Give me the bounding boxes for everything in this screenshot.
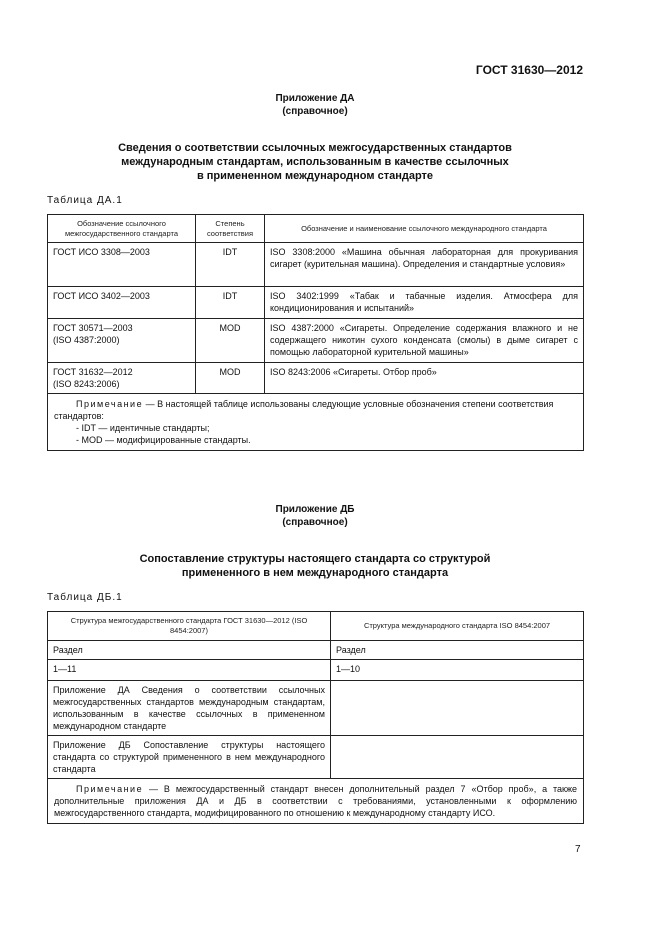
annex-db-title: Приложение ДБ xyxy=(275,504,355,515)
annex-da-title-block xyxy=(47,92,583,118)
table-row xyxy=(48,660,584,681)
table-da1-label: Таблица ДА.1 xyxy=(47,195,123,206)
annex-db-subtitle: (справочное) xyxy=(282,517,348,528)
note-item: - IDT — идентичные стандарты; xyxy=(76,423,210,433)
column-header: Обозначение ссылочного межгосударственного стандарта xyxy=(48,215,196,243)
designation-line: ГОСТ 30571—2003 xyxy=(53,323,133,333)
table-row xyxy=(48,319,584,363)
designation-cell xyxy=(48,287,196,319)
table-header-row xyxy=(48,215,584,243)
designation-line: (ISO 8243:2006) xyxy=(53,379,120,389)
note-text: — В межгосударственный стандарт внесен дополнительный раздел 7 «Отбор проб», а также дополнительные приложения ДА и ДБ в соответствии с требованиями, установленными к оформлению межгосударственного стандарта, модифицированного по отношению к международному стандарту ИСО. xyxy=(54,784,577,818)
table-row xyxy=(48,736,584,779)
designation-cell xyxy=(48,319,196,363)
degree-cell: IDT xyxy=(196,243,265,287)
table-row xyxy=(48,243,584,287)
intl-standard-cell: ISO 8243:2006 «Сигареты. Отбор проб» xyxy=(265,363,584,394)
column-header: Степень соответствия xyxy=(196,215,265,243)
degree-cell: IDT xyxy=(196,287,265,319)
intl-standard-cell: ISO 4387:2000 «Сигареты. Определение содержания влажного и не содержащего никотин сухого конденсата (смолы) в дыме сигарет с помощью лабораторной курительной машины» xyxy=(265,319,584,363)
designation-line: (ISO 4387:2000) xyxy=(53,335,120,345)
designation-line: ГОСТ 31632—2012 xyxy=(53,367,133,377)
annex-db-title-block xyxy=(47,503,583,529)
table-da1 xyxy=(47,214,584,451)
table-row xyxy=(48,641,584,660)
note-label: Примечание xyxy=(76,399,144,409)
page-number: 7 xyxy=(575,844,581,855)
annex-db-heading-line: Сопоставление структуры настоящего стандарта со структурой xyxy=(139,553,491,565)
column-header: Структура межгосударственного стандарта ГОСТ 31630—2012 (ISO 8454:2007) xyxy=(48,612,331,641)
degree-cell: MOD xyxy=(196,363,265,394)
table-row xyxy=(48,287,584,319)
annex-da-subtitle: (справочное) xyxy=(282,106,348,117)
note-label: Примечание xyxy=(76,784,144,794)
annex-da-title: Приложение ДА xyxy=(275,93,355,104)
note-text: — В настоящей таблице использованы следующие условные обозначения степени соответствия стандартов: xyxy=(54,399,554,421)
degree-cell: MOD xyxy=(196,319,265,363)
left-cell: Приложение ДА Сведения о соответствии ссылочных межгосударственных стандартов международным стандартам, использованным в качестве ссылочных в примененном международном стандарте xyxy=(48,681,331,736)
annex-db-heading xyxy=(47,552,583,580)
intl-standard-cell: ISO 3402:1999 «Табак и табачные изделия. Атмосфера для кондиционирования и испытаний» xyxy=(265,287,584,319)
table-note xyxy=(48,779,584,824)
table-db1 xyxy=(47,611,584,824)
table-note-row xyxy=(48,779,584,824)
designation-cell xyxy=(48,243,196,287)
table-row xyxy=(48,363,584,394)
table-header-row xyxy=(48,612,584,641)
intl-standard-cell: ISO 3308:2000 «Машина обычная лабораторная для прокуривания сигарет (курительная машина). Определения и стандартные условия» xyxy=(265,243,584,287)
table-row xyxy=(48,681,584,736)
annex-db-heading-line: примененного в нем международного стандарта xyxy=(181,567,449,579)
right-cell: 1—10 xyxy=(331,660,584,681)
table-db1-label: Таблица ДБ.1 xyxy=(47,592,123,603)
annex-da-heading xyxy=(47,141,583,183)
annex-da-heading-line: международным стандартам, использованным в качестве ссылочных xyxy=(121,156,509,168)
table-note-row xyxy=(48,394,584,451)
column-header: Структура международного стандарта ISO 8454:2007 xyxy=(331,612,584,641)
right-cell xyxy=(331,736,584,779)
left-cell: 1—11 xyxy=(48,660,331,681)
note-item: - MOD — модифицированные стандарты. xyxy=(76,435,251,445)
designation-line: ГОСТ ИСО 3308—2003 xyxy=(53,247,150,257)
annex-da-heading-line: Сведения о соответствии ссылочных межгосударственных стандартов xyxy=(118,142,512,154)
annex-da-heading-line: в примененном международном стандарте xyxy=(196,170,434,182)
document-code: ГОСТ 31630—2012 xyxy=(475,63,583,77)
left-cell: Раздел xyxy=(48,641,331,660)
designation-line: ГОСТ ИСО 3402—2003 xyxy=(53,291,150,301)
table-note xyxy=(48,394,584,451)
right-cell xyxy=(331,681,584,736)
column-header: Обозначение и наименование ссылочного международного стандарта xyxy=(265,215,584,243)
designation-cell xyxy=(48,363,196,394)
right-cell: Раздел xyxy=(331,641,584,660)
left-cell: Приложение ДБ Сопоставление структуры настоящего стандарта со структурой примененного в нем международного стандарта xyxy=(48,736,331,779)
